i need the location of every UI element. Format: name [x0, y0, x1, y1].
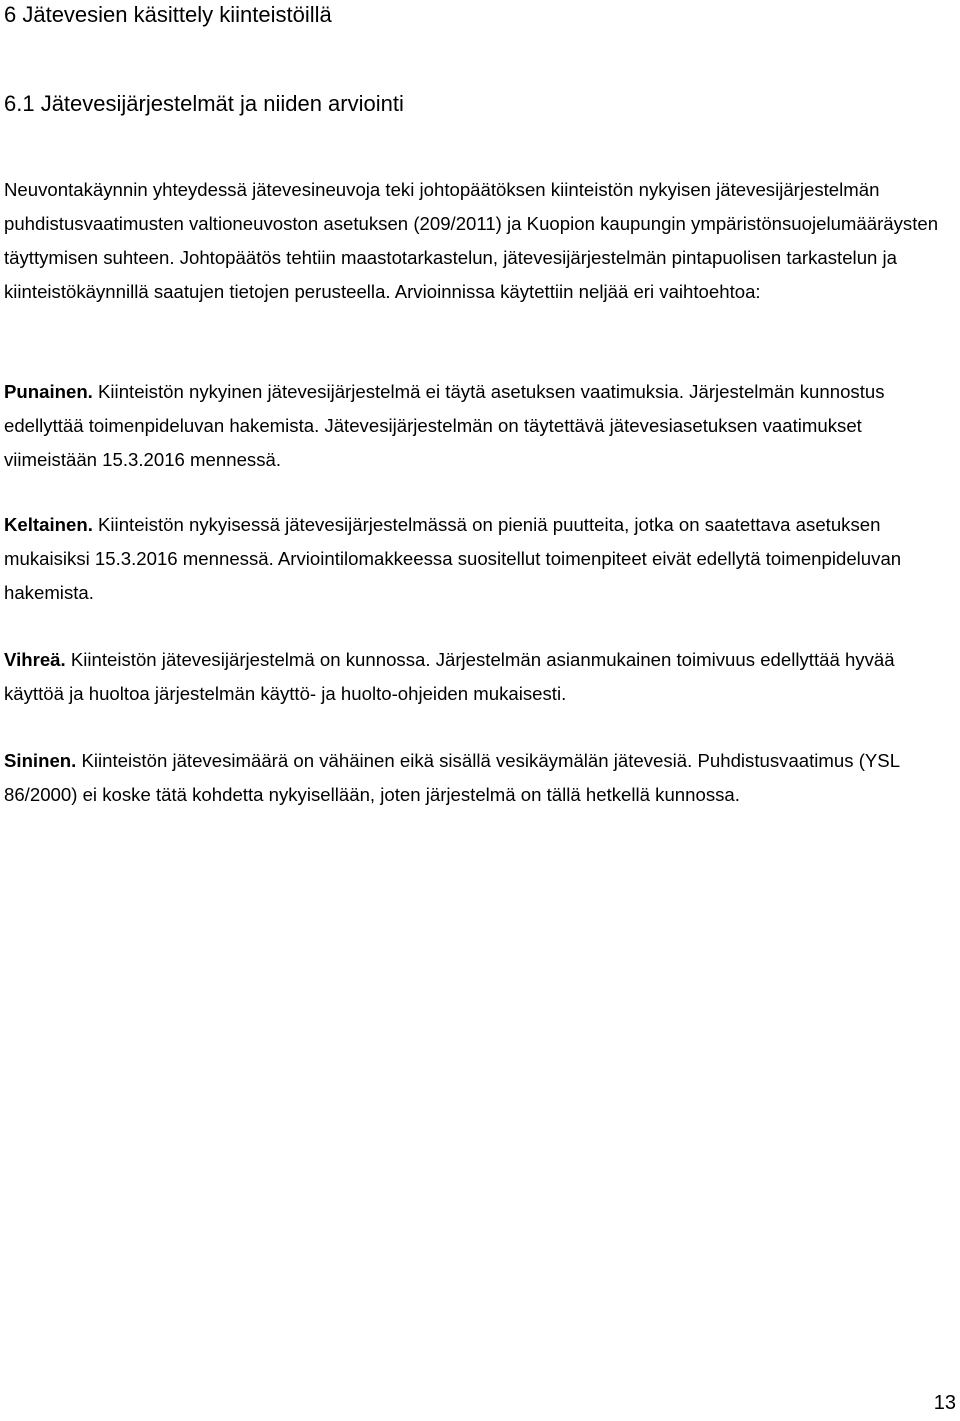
rating-blue-text: Kiinteistön jätevesimäärä on vähäinen eikä sisällä vesikäymälän jätevesiä. Puhdistusvaatimus (YSL 86/2000) ei koske tätä kohdetta nykyisellään, joten järjestelmä on tällä hetkellä kunnossa.	[4, 750, 900, 805]
chapter-heading: 6 Jätevesien käsittely kiinteistöillä	[4, 2, 332, 27]
rating-red-label: Punainen.	[4, 381, 93, 402]
rating-red-text: Kiinteistön nykyinen jätevesijärjestelmä ei täytä asetuksen vaatimuksia. Järjestelmän kunnostus edellyttää toimenpideluvan hakemista. Jätevesijärjestelmän on täytettävä jätevesiasetuksen vaatimukset viimeistään 15.3.2016 mennessä.	[4, 381, 885, 470]
rating-green-paragraph	[4, 643, 952, 711]
rating-green-text: Kiinteistön jätevesijärjestelmä on kunnossa. Järjestelmän asianmukainen toimivuus edellyttää hyvää käyttöä ja huoltoa järjestelmän käyttö- ja huolto-ohjeiden mukaisesti.	[4, 649, 895, 704]
page-number: 13	[933, 1392, 956, 1414]
section-heading: 6.1 Jätevesijärjestelmät ja niiden arviointi	[4, 91, 404, 116]
rating-blue-paragraph	[4, 744, 952, 812]
rating-yellow-text: Kiinteistön nykyisessä jätevesijärjestelmässä on pieniä puutteita, jotka on saatettava asetuksen mukaisiksi 15.3.2016 mennessä. Arviointilomakkeessa suositellut toimenpiteet eivät edellytä toimenpideluvan hakemista.	[4, 514, 902, 603]
rating-blue-label: Sininen.	[4, 750, 77, 771]
rating-red-paragraph	[4, 375, 952, 477]
intro-paragraph: Neuvontakäynnin yhteydessä jätevesineuvoja teki johtopäätöksen kiinteistön nykyisen jätevesijärjestelmän puhdistusvaatimusten valtioneuvoston asetuksen (209/2011) ja Kuopion kaupungin ympäristönsuojelumääräysten täyttymisen suhteen. Johtopäätös tehtiin maastotarkastelun, jätevesijärjestelmän pintapuolisen tarkastelun ja kiinteistökäynnillä saatujen tietojen perusteella. Arvioinnissa käytettiin neljää eri vaihtoehtoa:	[4, 179, 939, 302]
rating-yellow-paragraph	[4, 508, 952, 610]
rating-yellow-label: Keltainen.	[4, 514, 93, 535]
rating-green-label: Vihreä.	[4, 649, 66, 670]
